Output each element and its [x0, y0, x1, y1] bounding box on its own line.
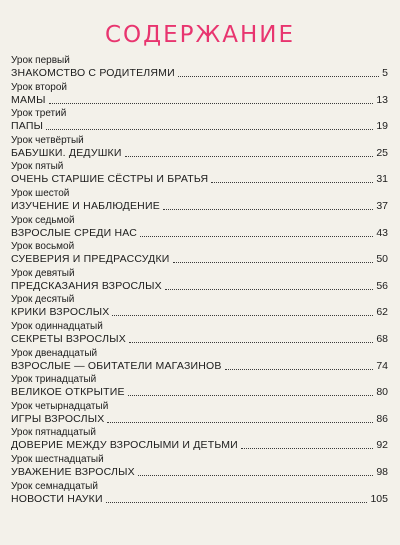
chapter-title: ЗНАКОМСТВО С РОДИТЕЛЯМИ — [11, 67, 175, 79]
toc-entry[interactable] — [11, 108, 388, 135]
toc-entry-row — [11, 146, 388, 160]
chapter-title: ВЕЛИКОЕ ОТКРЫТИЕ — [11, 386, 125, 399]
toc-entry-row — [11, 279, 388, 293]
dot-leader — [163, 207, 373, 210]
lesson-number: Урок третий — [11, 108, 67, 120]
dot-leader — [125, 154, 374, 157]
dot-leader — [173, 260, 374, 263]
page-number: 105 — [370, 492, 388, 505]
toc-entry[interactable] — [11, 348, 388, 375]
chapter-title: ПАПЫ — [11, 120, 44, 133]
toc-entry[interactable] — [11, 161, 388, 188]
page-number: 31 — [376, 173, 388, 186]
page-number: 92 — [376, 439, 388, 452]
chapter-title: ДОВЕРИЕ МЕЖДУ ВЗРОСЛЫМИ И ДЕТЬМИ — [11, 439, 238, 452]
dot-leader — [112, 313, 373, 316]
chapter-title: УВАЖЕНИЕ ВЗРОСЛЫХ — [11, 465, 135, 478]
dot-leader — [129, 340, 373, 343]
toc-entry[interactable] — [11, 481, 388, 508]
toc-entry[interactable] — [11, 294, 388, 321]
chapter-title: ИГРЫ ВЗРОСЛЫХ — [11, 412, 105, 425]
lesson-number: Урок второй — [11, 81, 68, 93]
lesson-number: Урок восьмой — [11, 241, 75, 253]
table-of-contents — [11, 55, 388, 507]
toc-entry[interactable] — [11, 454, 388, 481]
lesson-number: Урок десятый — [11, 294, 75, 306]
page-number: 62 — [376, 306, 388, 319]
page-title: СОДЕРЖАНИЕ — [104, 22, 296, 48]
dot-leader — [138, 473, 373, 476]
toc-entry-row — [11, 332, 388, 346]
chapter-title: СУЕВЕРИЯ И ПРЕДРАССУДКИ — [11, 253, 170, 266]
page-number: 37 — [376, 199, 388, 212]
lesson-number: Урок семнадцатый — [11, 480, 98, 492]
dot-leader — [106, 500, 368, 503]
chapter-title: КРИКИ ВЗРОСЛЫХ — [11, 306, 110, 319]
toc-entry[interactable] — [11, 82, 388, 109]
lesson-number: Урок тринадцатый — [11, 374, 97, 386]
dot-leader — [107, 420, 373, 423]
dot-leader — [241, 446, 373, 449]
page-number: 74 — [376, 359, 388, 372]
page-number: 80 — [376, 386, 388, 399]
dot-leader — [128, 393, 374, 396]
toc-entry[interactable] — [11, 241, 388, 268]
lesson-number: Урок четвёртый — [11, 134, 84, 146]
chapter-title: ВЗРОСЛЫЕ СРЕДИ НАС — [11, 226, 137, 239]
page-number: 68 — [376, 332, 388, 345]
chapter-title: БАБУШКИ. ДЕДУШКИ — [11, 146, 122, 159]
lesson-number: Урок шестой — [11, 187, 70, 199]
chapter-title: ПРЕДСКАЗАНИЯ ВЗРОСЛЫХ — [11, 279, 162, 292]
page-number: 50 — [376, 253, 388, 266]
toc-entry[interactable] — [11, 135, 388, 162]
toc-entry[interactable] — [11, 374, 388, 401]
page-number: 13 — [376, 93, 388, 106]
toc-entry[interactable] — [11, 188, 388, 215]
lesson-number: Урок одиннадцатый — [11, 320, 103, 332]
toc-entry-row — [11, 385, 388, 399]
toc-entry-row — [11, 412, 388, 426]
toc-entry-row — [11, 226, 388, 240]
toc-entry-row — [11, 119, 388, 133]
chapter-title: ВЗРОСЛЫЕ — ОБИТАТЕЛИ МАГАЗИНОВ — [11, 359, 222, 372]
lesson-number: Урок пятнадцатый — [11, 427, 96, 439]
toc-entry[interactable] — [11, 427, 388, 454]
toc-entry[interactable] — [11, 321, 388, 348]
toc-entry[interactable] — [11, 268, 388, 295]
chapter-title: ОЧЕНЬ СТАРШИЕ СЁСТРЫ И БРАТЬЯ — [11, 173, 209, 186]
page-number: 5 — [382, 67, 388, 79]
lesson-number: Урок пятый — [11, 161, 64, 173]
chapter-title: ИЗУЧЕНИЕ И НАБЛЮДЕНИЕ — [11, 199, 160, 212]
toc-entry-row — [11, 66, 388, 80]
chapter-title: НОВОСТИ НАУКИ — [11, 492, 103, 505]
page-number: 19 — [376, 120, 388, 133]
lesson-number: Урок первый — [11, 55, 70, 66]
chapter-title: СЕКРЕТЫ ВЗРОСЛЫХ — [11, 332, 126, 345]
lesson-number: Урок седьмой — [11, 214, 75, 226]
page-number: 56 — [376, 279, 388, 292]
page-number: 43 — [376, 226, 388, 239]
dot-leader — [165, 287, 374, 290]
chapter-title: МАМЫ — [11, 93, 46, 106]
dot-leader — [46, 127, 373, 130]
dot-leader — [225, 367, 374, 370]
toc-entry-row — [11, 492, 388, 506]
lesson-number: Урок четырнадцатый — [11, 400, 109, 412]
toc-entry-row — [11, 438, 388, 452]
toc-entry-row — [11, 93, 388, 107]
toc-entry[interactable] — [11, 55, 388, 82]
toc-entry-row — [11, 252, 388, 266]
toc-entry-row — [11, 172, 388, 186]
lesson-number: Урок двенадцатый — [11, 347, 98, 359]
dot-leader — [211, 180, 373, 183]
page-number: 86 — [376, 412, 388, 425]
page-number: 25 — [376, 146, 388, 159]
toc-entry[interactable] — [11, 401, 388, 428]
dot-leader — [178, 74, 379, 77]
toc-entry-row — [11, 465, 388, 479]
dot-leader — [49, 101, 374, 104]
toc-entry[interactable] — [11, 215, 388, 242]
toc-entry-row — [11, 359, 388, 373]
toc-entry-row — [11, 305, 388, 319]
toc-entry-row — [11, 199, 388, 213]
lesson-number: Урок шестнадцатый — [11, 453, 104, 465]
lesson-number: Урок девятый — [11, 267, 75, 279]
page-number: 98 — [376, 465, 388, 478]
dot-leader — [140, 234, 373, 237]
